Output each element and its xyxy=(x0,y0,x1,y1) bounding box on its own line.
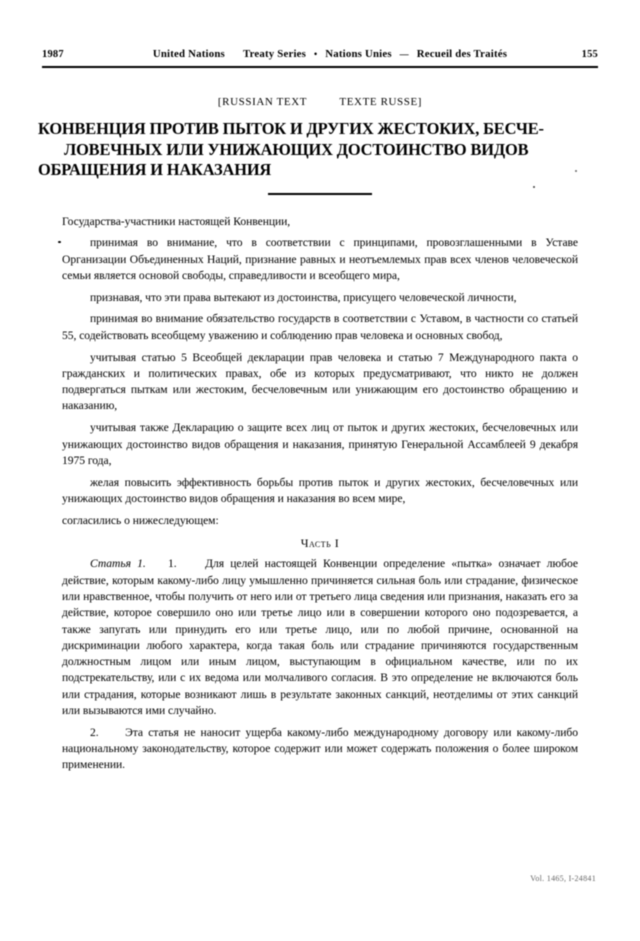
preamble-clause-3: принимая во внимание обязательство государств в соответствии с Уставом, в частности со статьей 55, содействовать всеобщему уважению и соблюдению прав человека и основных свобод, xyxy=(62,312,578,342)
footer-reference: Vol. 1465, I-24841 xyxy=(530,874,596,883)
running-head-center xyxy=(96,48,564,60)
page-title xyxy=(38,119,614,181)
running-head-rule xyxy=(42,66,598,68)
scan-speck xyxy=(575,170,577,172)
page-title-line-2: ЛОВЕЧНЫХ ИЛИ УНИЖАЮЩИХ ДОСТОИНСТВО ВИДОВ xyxy=(64,139,529,159)
running-head-sep-1 xyxy=(228,49,240,59)
preamble-clause-1: принимая во внимание, что в соответствии с принципами, провозглашенными в Уставе Организации Объединенных Наций, признание равных и неотъемлемых прав всех членов человеческой семьи является основой свободы, справедливости и всеобщего мира, xyxy=(62,236,578,282)
page-number: 155 xyxy=(581,49,598,60)
page-title-line-3: ОБРАЩЕНИЯ И НАКАЗАНИЯ xyxy=(38,160,272,179)
preamble-clause-4: учитывая статью 5 Всеобщей декларации прав человека и статью 7 Международного пакта о гражданских и политических правах, обе из которых предусматривают, что никто не должен подвергаться пыткам или жестоким, бесчеловечным или унижающим его достоинство обращению и наказанию, xyxy=(62,350,578,413)
section-divider-rule xyxy=(268,193,372,195)
preamble-clause-5: учитывая также Декларацию о защите всех лиц от пыток и других жестоких, бесчеловечных или унижающих достоинство видов обращения и наказания, принятую Генеральной Ассамблеей 9 декабря 1975 года, xyxy=(62,421,578,467)
document-body xyxy=(62,214,578,779)
scan-speck xyxy=(58,241,61,243)
page-title-line-1: КОНВЕНЦИЯ ПРОТИВ ПЫТОК И ДРУГИХ ЖЕСТОКИХ, БЕСЧЕ- xyxy=(38,119,544,138)
language-marker xyxy=(0,96,640,108)
running-head-year: 1987 xyxy=(42,49,64,60)
article-1-paragraph-2-text: Эта статья не наносит ущерба какому-либо международному договору или какому-либо национальному законодательству, которое содержит или может содержать положения о более широком применении. xyxy=(62,725,578,772)
preamble-clause-6: желая повысить эффективность борьбы против пыток и других жестоких, бесчеловечных или унижающих достоинство видов обращения и наказания во всем мире, xyxy=(62,475,578,505)
running-head-series-fr: Recueil des Traités xyxy=(416,48,508,60)
running-head-title-en: United Nations xyxy=(152,48,225,60)
article-1-paragraph-2-number: 2. xyxy=(90,725,99,739)
running-head-series-en: Treaty Series xyxy=(243,48,307,60)
article-1-paragraph-1-text: Для целей настоящей Конвенции определение «пытка» означает любое действие, которым какому-либо лицу умышленно причиняется сильная боль или страдание, физическое или нравственное, чтобы получить от него или от третьего лица сведения или признания, наказать его за действие, которое совершило оно или третье лицо или в совершении которого оно подозревается, а также запугать или принудить его или третье лицо, или по любой причине, основанной на дискриминации любого характера, когда такая боль или страдание причиняются государственным должностным лицом или иным лицом, выступающим в официальном качестве, или по их подстрекательству, или с их ведома или молчаливого согласия. В это определение не включаются боль или страдания, которые возникают лишь в результате законных санкций, неотделимы от этих санкций или вызываются ими случайно. xyxy=(62,557,578,718)
article-1-paragraph-1 xyxy=(62,556,578,719)
running-head-dash: — xyxy=(399,49,409,59)
article-1-paragraph-1-number: 1. xyxy=(168,557,177,571)
article-1-label: Статья 1. xyxy=(90,557,146,571)
article-1-paragraph-2 xyxy=(62,725,578,774)
part-heading: Часть I xyxy=(300,535,340,550)
running-head-title-fr: Nations Unies xyxy=(325,48,392,60)
running-head xyxy=(42,48,598,68)
preamble-clause-2: признавая, что эти права вытекают из достоинства, присущего человеческой личности, xyxy=(90,290,517,304)
language-marker-french: TEXTE RUSSE] xyxy=(339,96,423,108)
preamble-opening: Государства-участники настоящей Конвенции, xyxy=(62,215,291,228)
language-marker-english: [RUSSIAN TEXT xyxy=(217,96,307,108)
running-head-bullet: • xyxy=(314,49,318,59)
preamble-agreement-line: согласились о нижеследующем: xyxy=(62,513,219,527)
scan-speck xyxy=(533,186,535,188)
